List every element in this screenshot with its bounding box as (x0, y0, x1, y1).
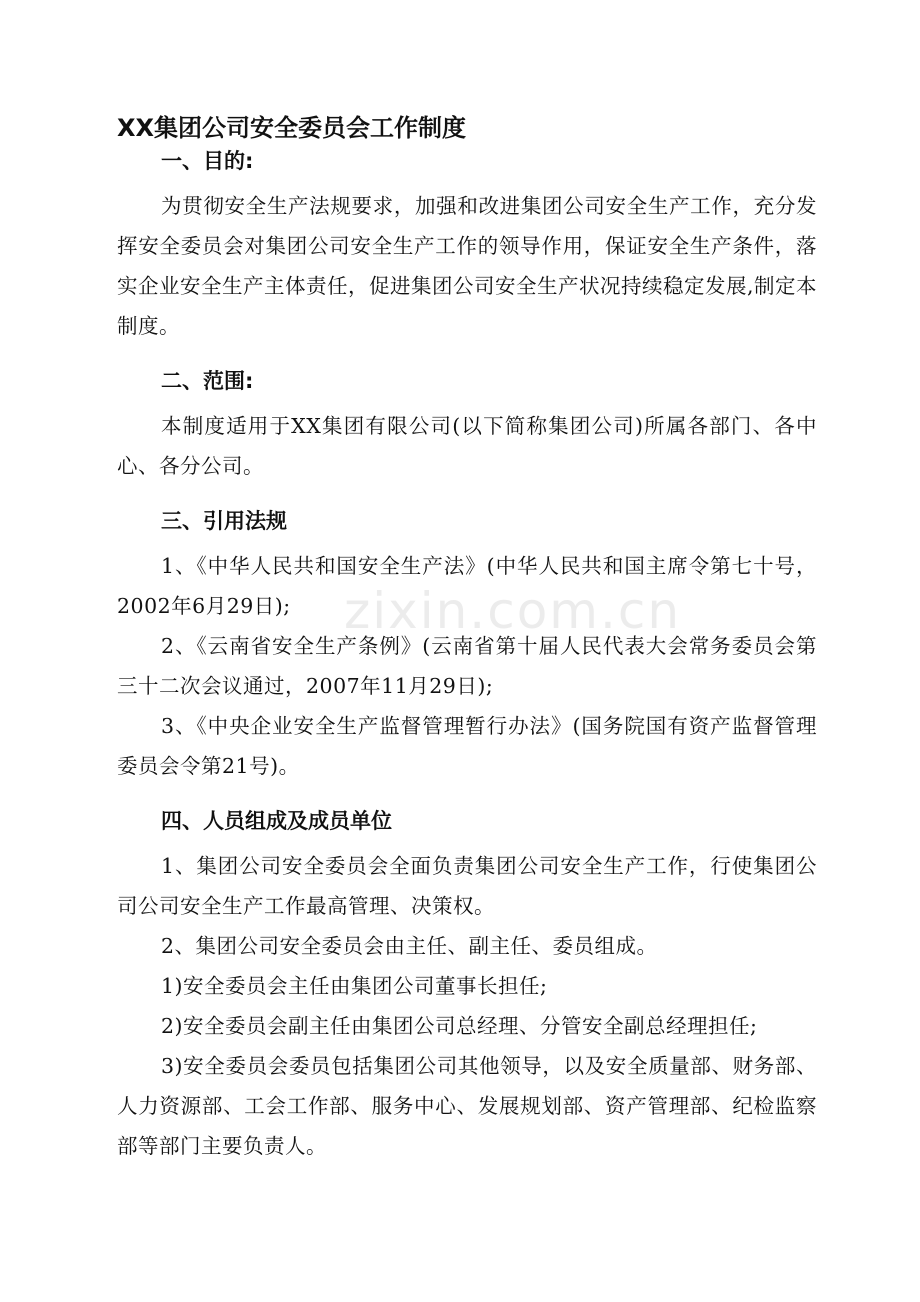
scope-paragraph: 本制度适用于XX集团有限公司(以下简称集团公司)所属各部门、各中心、各分公司。 (117, 414, 817, 478)
regulation-item: 3、《中央企业安全生产监督管理暂行办法》(国务院国有资产监督管理委员会令第21号)。 (117, 714, 817, 778)
section-heading-regulations: 三、引用法规 (161, 509, 287, 533)
purpose-paragraph: 为贯彻安全生产法规要求，加强和改进集团公司安全生产工作，充分发挥安全委员会对集团公司安全生产工作的领导作用，保证安全生产条件，落实企业安全生产主体责任，促进集团公司安全生产状况持续稳定发展,制定本制度。 (117, 194, 818, 338)
section-heading-members: 四、人员组成及成员单位 (161, 809, 392, 833)
members-paragraph: 3)安全委员会委员包括集团公司其他领导，以及安全质量部、财务部、人力资源部、工会工作部、服务中心、发展规划部、资产管理部、纪检监察部等部门主要负责人。 (117, 1054, 817, 1158)
section-heading-scope: 二、范围: (161, 369, 254, 393)
members-paragraph: 2)安全委员会副主任由集团公司总经理、分管安全副总经理担任; (161, 1014, 758, 1038)
document-body (117, 108, 817, 1166)
regulation-item: 1、《中华人民共和国安全生产法》(中华人民共和国主席令第七十号，2002年6月29日); (117, 554, 817, 618)
watermark: zixin.com.cn (344, 582, 682, 640)
members-paragraph: 2、集团公司安全委员会由主任、副主任、委员组成。 (161, 934, 658, 958)
document-title: XX集团公司安全委员会工作制度 (117, 114, 467, 142)
section-heading-purpose: 一、目的: (161, 149, 254, 173)
members-paragraph: 1、集团公司安全委员会全面负责集团公司安全生产工作，行使集团公司公司安全生产工作最高管理、决策权。 (117, 854, 817, 918)
members-paragraph: 1)安全委员会主任由集团公司董事长担任; (161, 974, 548, 998)
regulation-item: 2、《云南省安全生产条例》(云南省第十届人民代表大会常务委员会第三十二次会议通过，2007年11月29日); (117, 634, 817, 698)
